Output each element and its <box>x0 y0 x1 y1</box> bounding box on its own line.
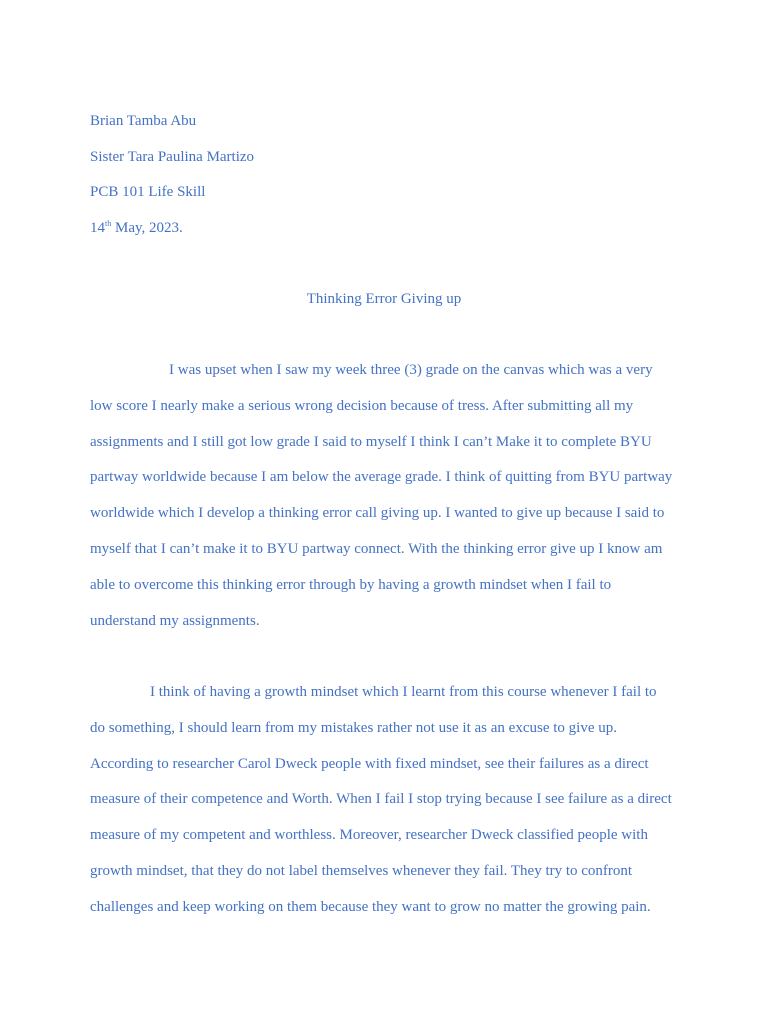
instructor-name: Sister Tara Paulina Martizo <box>90 148 255 165</box>
paragraph-2 <box>90 682 680 933</box>
paragraph-line: myself that I can’t make it to BYU partway connect. With the thinking error give up I know am <box>90 540 663 557</box>
paragraph-line: According to researcher Carol Dweck people with fixed mindset, see their failures as a direct <box>90 755 649 772</box>
paragraph-line: low score I nearly make a serious wrong decision because of tress. After submitting all my <box>90 397 634 414</box>
paragraph-line: assignments and I still got low grade I said to myself I think I can’t Make it to complete BYU <box>90 433 652 450</box>
paragraph-line: measure of their competence and Worth. When I fail I stop trying because I see failure as a direct <box>90 791 672 808</box>
paragraph-line: measure of my competent and worthless. Moreover, researcher Dweck classified people with <box>90 827 648 844</box>
author-name: Brian Tamba Abu <box>90 113 197 129</box>
date-line <box>90 218 680 254</box>
date-suffix: th <box>105 218 112 228</box>
paragraph-line: do something, I should learn from my mistakes rather not use it as an excuse to give up. <box>90 719 617 736</box>
document-title: Thinking Error Giving up <box>306 291 462 307</box>
course-name: PCB 101 Life Skill <box>90 184 206 201</box>
paragraph-line: growth mindset, that they do not label themselves whenever they fail. They try to confront <box>90 862 633 879</box>
header-block <box>90 111 680 253</box>
paragraph-line: understand my assignments. <box>90 612 260 629</box>
paragraph-line: worldwide which I develop a thinking error call giving up. I wanted to give up because I said to <box>90 505 665 522</box>
paragraph-line: I was upset when I saw my week three (3) grade on the canvas which was a very <box>169 362 653 378</box>
paragraph-line: I think of having a growth mindset which I learnt from this course whenever I fail to <box>150 684 657 700</box>
paragraph-line: partway worldwide because I am below the average grade. I think of quitting from BYU partway <box>90 469 673 486</box>
date-rest: May, 2023. <box>111 219 183 236</box>
date-day: 14 <box>90 219 105 236</box>
paragraph-1 <box>90 360 680 646</box>
paragraph-line: challenges and keep working on them because they want to grow no matter the growing pain. <box>90 898 651 915</box>
paragraph-line: able to overcome this thinking error through by having a growth mindset when I fail to <box>90 576 612 593</box>
